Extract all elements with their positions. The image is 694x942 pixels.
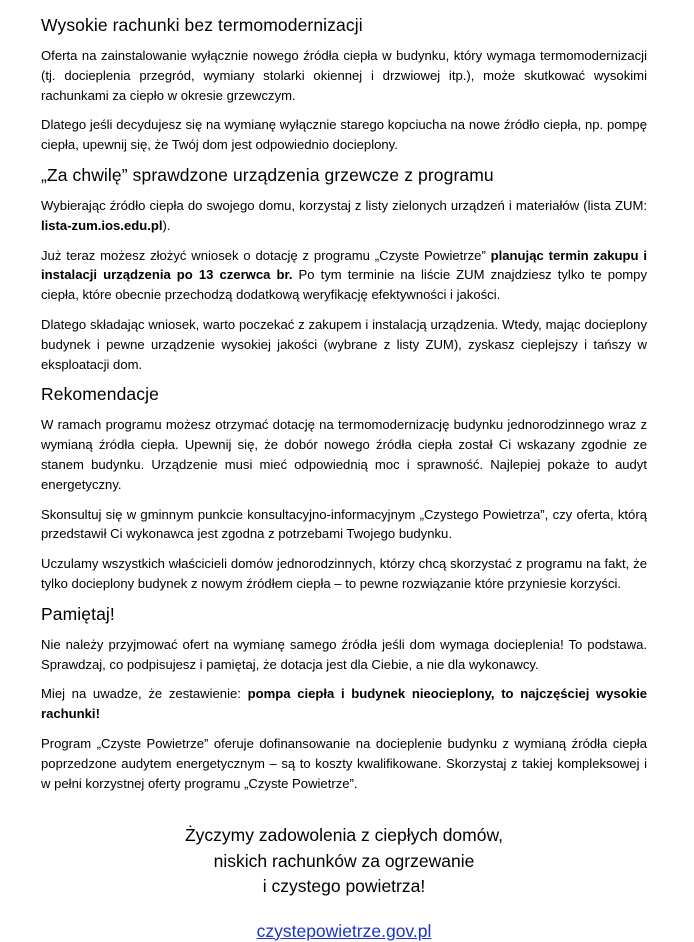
text-run: Nie należy przyjmować ofert na wymianę samego źródła jeśli dom wymaga docieplenia! To podstawa. Sprawdzaj, co podpisujesz i pamiętaj, że dotacja jest dla Ciebie, a nie dla wykonawcy. [41,636,647,672]
section-heading-remember: Pamiętaj! [41,603,115,624]
paragraph [41,635,647,675]
text-run: ). [162,217,171,233]
text-run: Dlatego jeśli decydujesz się na wymianę wyłącznie starego kopciucha na nowe źródło ciepła, np. pompę ciepła, upewnij się, że Twój dom jest odpowiednio docieplony. [41,117,647,153]
text-run: Dlatego składając wniosek, warto poczekać z zakupem i instalacją urządzenia. Wtedy, mając docieplony budynek i pewne urządzenie wysokiej jakości (wybrane z listy ZUM), zyskasz cieplejszy i tańszy w eksploatacji dom. [41,316,647,372]
paragraph [41,684,647,724]
text-run: Miej na uwadze, że zestawienie: [41,686,248,702]
text-run: Uczulamy wszystkich właścicieli domów jednorodzinnych, którzy chcą skorzystać z programu na fakt, że tylko docieplony budynek z nowym źródłem ciepła – to pewne rozwiązanie które przyniesie korzyści. [41,556,647,591]
text-run: Wybierając źródło ciepła do swojego domu, korzystaj z listy zielonych urządzeń i materiałów (lista ZUM: [41,197,647,213]
website-footer [41,920,647,942]
section-heading-certified-devices: „Za chwilę” sprawdzone urządzenia grzewcze z programu [41,164,494,185]
paragraph [41,505,647,545]
paragraph [41,196,647,236]
section-heading-recommendations: Rekomendacje [41,384,159,405]
text-run: Oferta na zainstalowanie wyłącznie nowego źródła ciepła w budynku, który wymaga termomodernizacji (tj. docieplenia przegród, wymiany stolarki okiennej i drzwiowej itp.), może skutkować wysokimi rachunkami za ciepło w okresie grzewczym. [41,48,647,103]
zum-list-address: lista-zum.ios.edu.pl [41,217,163,233]
section-heading-high-bills: Wysokie rachunki bez termomodernizacji [41,15,363,35]
closing-line: niskich rachunków za ogrzewanie [213,850,475,871]
text-run: Skonsultuj się w gminnym punkcie konsultacyjno-informacyjnym „Czystego Powietrza”, czy oferta, którą przedstawił Ci wykonawca jest zgodna z potrzebami Twojego budynku. [41,506,647,542]
paragraph [41,115,647,155]
text-run: Już teraz możesz złożyć wniosek o dotację z programu „Czyste Powietrze” [41,247,491,263]
text-run: Po tym terminie na liście ZUM znajdziesz tylko te pompy ciepła, które obecnie przechodzą dodatkową weryfikację efektywności i jakości. [41,267,647,303]
paragraph [41,415,647,494]
website-link[interactable]: czystepowietrze.gov.pl [256,920,432,941]
paragraph [41,46,647,105]
paragraph [41,554,647,594]
text-run: Program „Czyste Powietrze” oferuje dofinansowanie na docieplenie budynku z wymianą źródła ciepła poprzedzone audytem energetycznym – są to koszty kwalifikowane. Skorzystaj z takiej kompleksowej i w pełni korzystnej oferty programu „Czyste Powietrze”. [41,735,647,791]
closing-wishes [41,823,647,900]
paragraph [41,315,647,374]
closing-line: i czystego powietrza! [262,876,426,897]
emphasis-text: planując termin zakupu i instalacji urządzenia po 13 czerwca br. [41,247,647,283]
paragraph [41,246,647,305]
emphasis-text: pompa ciepła i budynek nieocieplony, to najczęściej wysokie rachunki! [41,686,648,722]
closing-line: Życzymy zadowolenia z ciepłych domów, [184,825,504,846]
paragraph [41,734,647,793]
text-run: W ramach programu możesz otrzymać dotację na termomodernizację budynku jednorodzinnego wraz z wymianą źródła ciepła. Upewnij się, że dobór nowego źródła ciepła został Ci wskazany zgodnie ze stanem budynku. Urządzenie musi mieć odpowiednią moc i sprawność. Najlepiej pokaże to audyt energetyczny. [41,417,647,492]
